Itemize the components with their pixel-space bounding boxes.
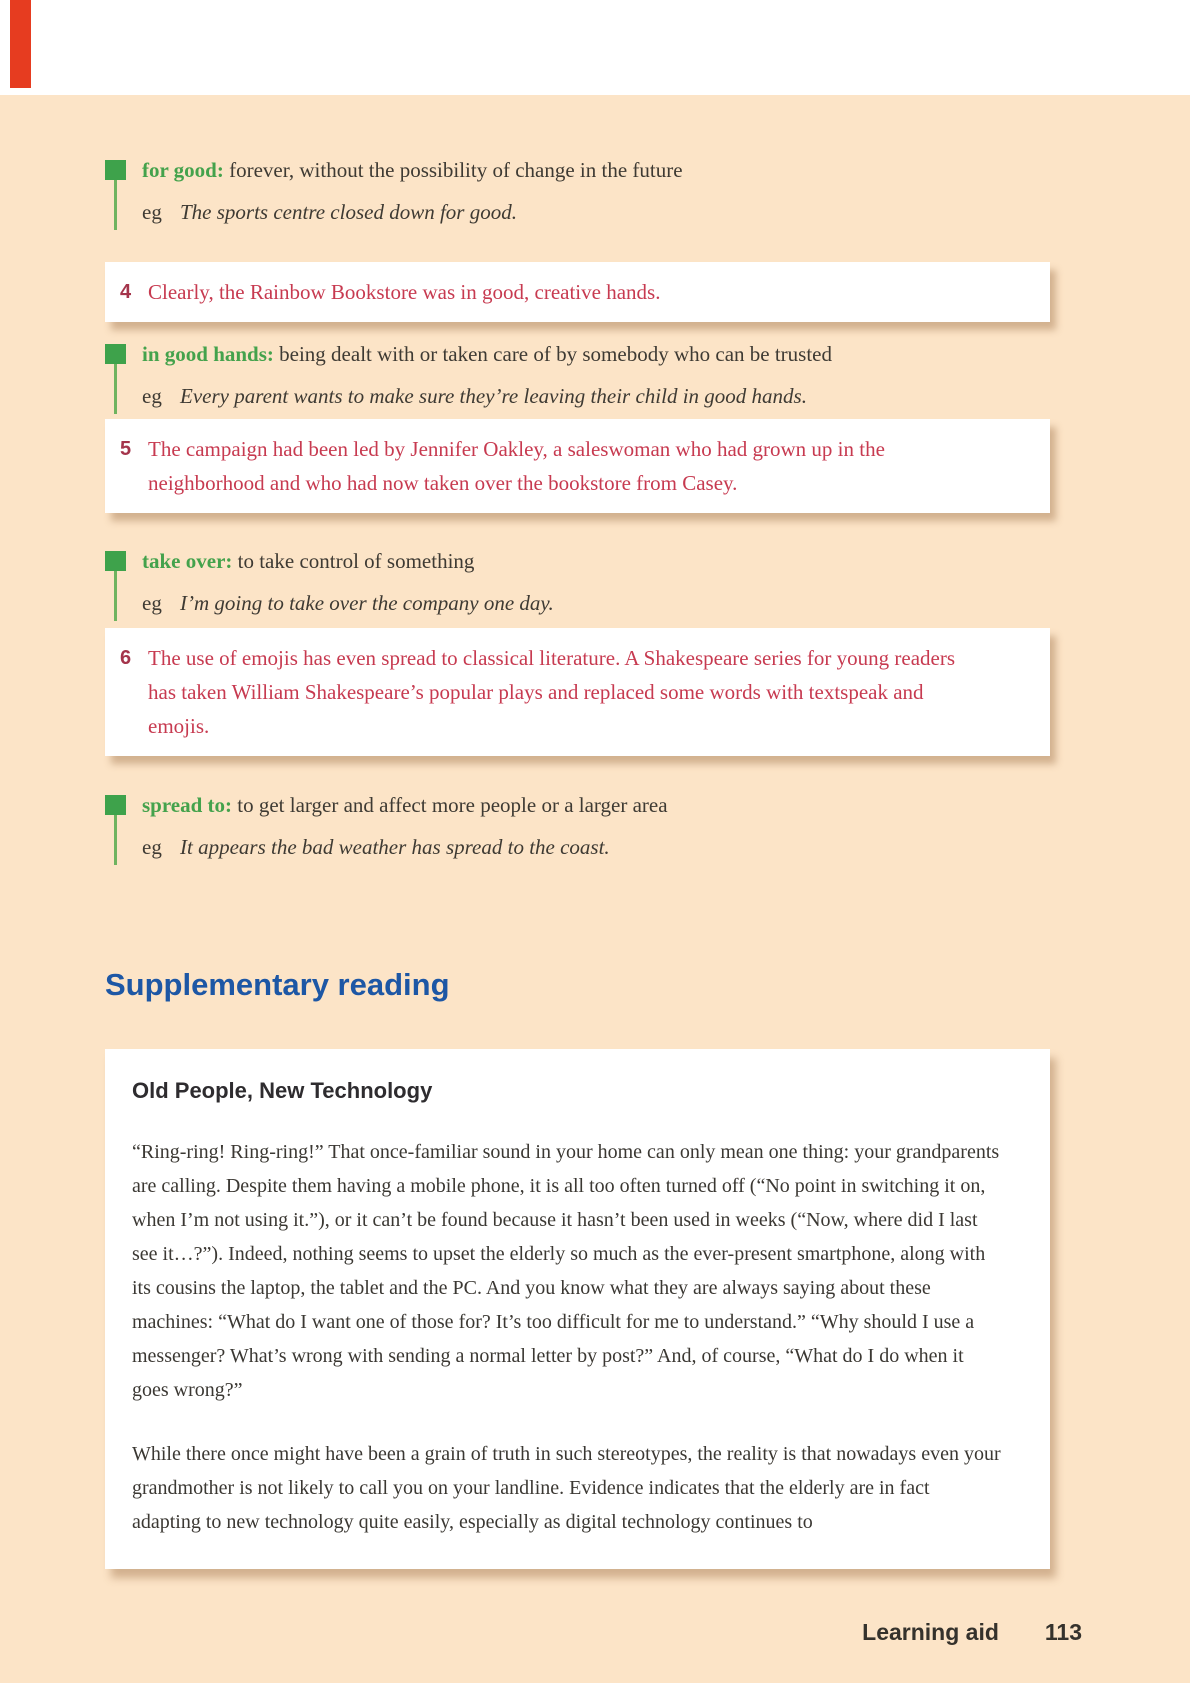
green-line-connector: [114, 364, 117, 414]
example-sentence: Every parent wants to make sure they’re leaving their child in good hands.: [180, 384, 807, 408]
vocab-entry-take-over: [105, 546, 1190, 618]
article-paragraph-1: “Ring-ring! Ring-ring!” That once-familiar sound in your home can only mean one thing: your grandparents are calling. Despite them having a mobile phone, it is all too often turned off (“No point in switching it on, when I’m not using it.”), or it can’t be found because it hasn’t been used in weeks (“Now, where did I last see it…?”). Indeed, nothing seems to upset the elderly so much as the ever-present smartphone, along with its cousins the laptop, the tablet and the PC. And you know what they are always saying about these machines: “What do I want one of those for? It’s too difficult for me to understand.” “Why should I use a messenger? What’s wrong with sending a normal letter by post?” And, of course, “What do I do when it goes wrong?”: [132, 1141, 1000, 1401]
eg-label: eg: [142, 591, 162, 615]
sentence-text: The use of emojis has even spread to classical literature. A Shakespeare series for young readers has taken William Shakespeare’s popular plays and replaced some words with textspeak and emojis.: [148, 646, 956, 738]
term-marker: [105, 339, 127, 411]
eg-label: eg: [142, 384, 162, 408]
quoted-sentence-box-4: [105, 262, 1050, 322]
green-square-icon: [105, 160, 126, 180]
footer-page-number: 113: [1044, 1619, 1082, 1645]
term-definition: being dealt with or taken care of by somebody who can be trusted: [279, 342, 832, 366]
sentence-number: 6: [120, 647, 132, 669]
term-label: spread to:: [142, 793, 233, 817]
term-label: for good:: [142, 158, 224, 182]
term-definition-line: [142, 790, 668, 820]
green-line-connector: [114, 180, 117, 230]
reading-article-box: [105, 1049, 1050, 1569]
example-sentence: It appears the bad weather has spread to the coast.: [180, 835, 610, 859]
quoted-sentence-box-6: [105, 628, 1050, 756]
green-line-connector: [114, 815, 117, 865]
term-definition: forever, without the possibility of change in the future: [229, 158, 683, 182]
term-marker: [105, 546, 127, 618]
green-line-connector: [114, 571, 117, 621]
green-square-icon: [105, 795, 126, 815]
sentence-number: 5: [120, 438, 132, 460]
page-content-area: [0, 95, 1190, 1683]
article-title: Old People, New Technology: [132, 1078, 433, 1103]
example-line: [142, 832, 668, 862]
sentence-text: The campaign had been led by Jennifer Oakley, a saleswoman who had grown up in the neighborhood and who had now taken over the bookstore from Casey.: [148, 437, 885, 495]
term-definition-line: [142, 546, 554, 576]
term-label: take over:: [142, 549, 233, 573]
term-marker: [105, 155, 127, 227]
vocab-entry-for-good: [105, 155, 1190, 227]
term-definition: to take control of something: [237, 549, 475, 573]
chapter-tab-marker: [10, 0, 31, 88]
eg-label: eg: [142, 200, 162, 224]
article-paragraph-2: While there once might have been a grain of truth in such stereotypes, the reality is that nowadays even your grandmother is not likely to call you on your landline. Evidence indicates that the elderly are in fact adapting to new technology quite easily, especially as digital technology continues to: [132, 1443, 1001, 1533]
section-heading-supplementary-reading: Supplementary reading: [105, 967, 450, 1002]
eg-label: eg: [142, 835, 162, 859]
example-line: [142, 588, 554, 618]
quoted-sentence-box-5: [105, 419, 1050, 513]
term-marker: [105, 790, 127, 862]
term-definition: to get larger and affect more people or a larger area: [237, 793, 668, 817]
footer-section-label: Learning aid: [862, 1619, 999, 1645]
example-line: [142, 197, 683, 227]
green-square-icon: [105, 551, 126, 571]
sentence-number: 4: [120, 281, 132, 303]
vocab-entry-in-good-hands: [105, 339, 1190, 411]
example-sentence: The sports centre closed down for good.: [180, 200, 517, 224]
example-sentence: I’m going to take over the company one day.: [180, 591, 554, 615]
page-footer: [0, 1619, 1190, 1646]
term-definition-line: [142, 155, 683, 185]
example-line: [142, 381, 832, 411]
term-label: in good hands:: [142, 342, 274, 366]
vocab-entry-spread-to: [105, 790, 1190, 862]
sentence-text: Clearly, the Rainbow Bookstore was in good, creative hands.: [148, 280, 661, 304]
term-definition-line: [142, 339, 832, 369]
green-square-icon: [105, 344, 126, 364]
